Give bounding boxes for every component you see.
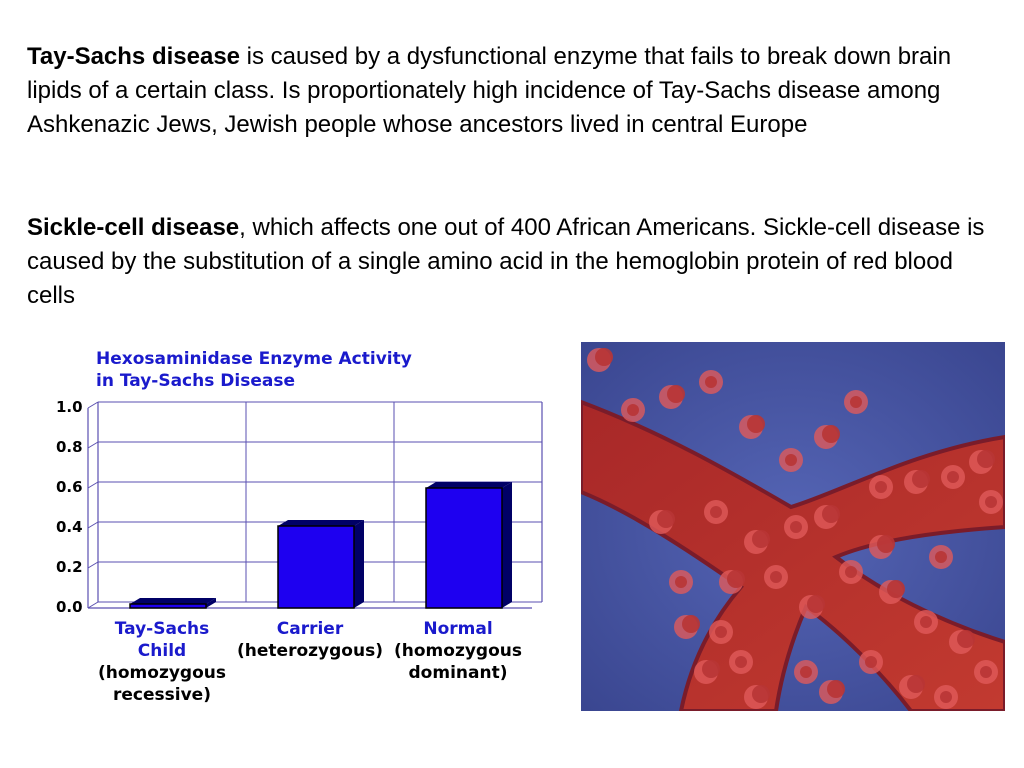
bar-front xyxy=(278,526,354,608)
red-blood-cell xyxy=(929,545,953,569)
micrograph-illustration xyxy=(581,342,1005,711)
red-blood-cell xyxy=(764,565,788,589)
chart-bars xyxy=(130,482,512,608)
category-label: dominant) xyxy=(408,663,508,683)
category-label: Carrier xyxy=(276,619,344,639)
enzyme-activity-chart xyxy=(20,340,560,720)
red-blood-cell xyxy=(844,390,868,414)
gridline-perspective xyxy=(88,562,98,568)
red-blood-cell xyxy=(669,570,693,594)
y-tick-label: 0.8 xyxy=(56,438,83,456)
x-axis-categories xyxy=(98,619,522,705)
bar-side xyxy=(354,520,364,608)
tay-sachs-paragraph xyxy=(27,40,987,142)
bar-front xyxy=(426,488,502,608)
y-tick-label: 0.2 xyxy=(56,558,83,576)
bar-side xyxy=(502,482,512,608)
red-blood-cell xyxy=(784,515,808,539)
red-blood-cell xyxy=(621,398,645,422)
gridline-perspective xyxy=(88,482,98,488)
red-blood-cell xyxy=(709,620,733,644)
bar-tay-sachs-child xyxy=(130,598,216,608)
red-blood-cell xyxy=(704,500,728,524)
gridline-perspective xyxy=(88,442,98,448)
bar-top xyxy=(130,598,216,604)
tay-sachs-heading: Tay-Sachs disease xyxy=(27,43,241,70)
y-axis-ticks xyxy=(56,398,83,616)
category-label: (heterozygous) xyxy=(237,641,383,661)
category-label: Child xyxy=(137,641,187,661)
category-label: (homozygous xyxy=(394,641,522,661)
bar-top xyxy=(278,520,364,526)
red-blood-cell xyxy=(729,650,753,674)
red-blood-cell xyxy=(979,490,1003,514)
sickle-cell-micrograph xyxy=(581,342,1005,711)
y-tick-label: 0.0 xyxy=(56,598,83,616)
gridline-perspective xyxy=(88,522,98,528)
category-label: recessive) xyxy=(113,685,211,705)
chart-svg xyxy=(20,340,560,720)
gridline-perspective xyxy=(88,602,98,608)
red-blood-cell xyxy=(699,370,723,394)
red-blood-cell xyxy=(914,610,938,634)
category-label: (homozygous xyxy=(98,663,226,683)
gridline-perspective xyxy=(88,402,98,408)
sickle-cell-heading: Sickle-cell disease xyxy=(27,214,240,241)
red-blood-cell xyxy=(941,465,965,489)
red-blood-cell xyxy=(974,660,998,684)
red-blood-cell xyxy=(934,685,958,709)
bar-top xyxy=(426,482,512,488)
category-label: Tay-Sachs xyxy=(114,619,210,639)
red-blood-cell xyxy=(794,660,818,684)
red-blood-cell xyxy=(859,650,883,674)
bar-front xyxy=(130,604,206,608)
y-tick-label: 1.0 xyxy=(56,398,83,416)
sickle-cell-paragraph xyxy=(27,211,987,313)
chart-title: Hexosaminidase Enzyme Activity xyxy=(96,349,412,369)
category-label: Normal xyxy=(423,619,493,639)
red-blood-cell xyxy=(869,475,893,499)
chart-subtitle: in Tay-Sachs Disease xyxy=(96,371,295,391)
y-tick-label: 0.6 xyxy=(56,478,83,496)
tay-sachs-body: is caused by a dysfunctional enzyme that fails to break down brain lipids of a certain class. Is proportionately high incidence of Tay-Sachs disease among Ashkenazic Jews, Jewish people whose ancestors lived in central Europe xyxy=(27,43,952,138)
red-blood-cell xyxy=(839,560,863,584)
sickle-cell-body: , which affects one out of 400 African Americans. Sickle-cell disease is caused by the substitution of a single amino acid in the hemoglobin protein of red blood cells xyxy=(27,214,985,309)
bar-carrier xyxy=(278,520,364,608)
bar-normal xyxy=(426,482,512,608)
red-blood-cell xyxy=(779,448,803,472)
y-tick-label: 0.4 xyxy=(56,518,83,536)
